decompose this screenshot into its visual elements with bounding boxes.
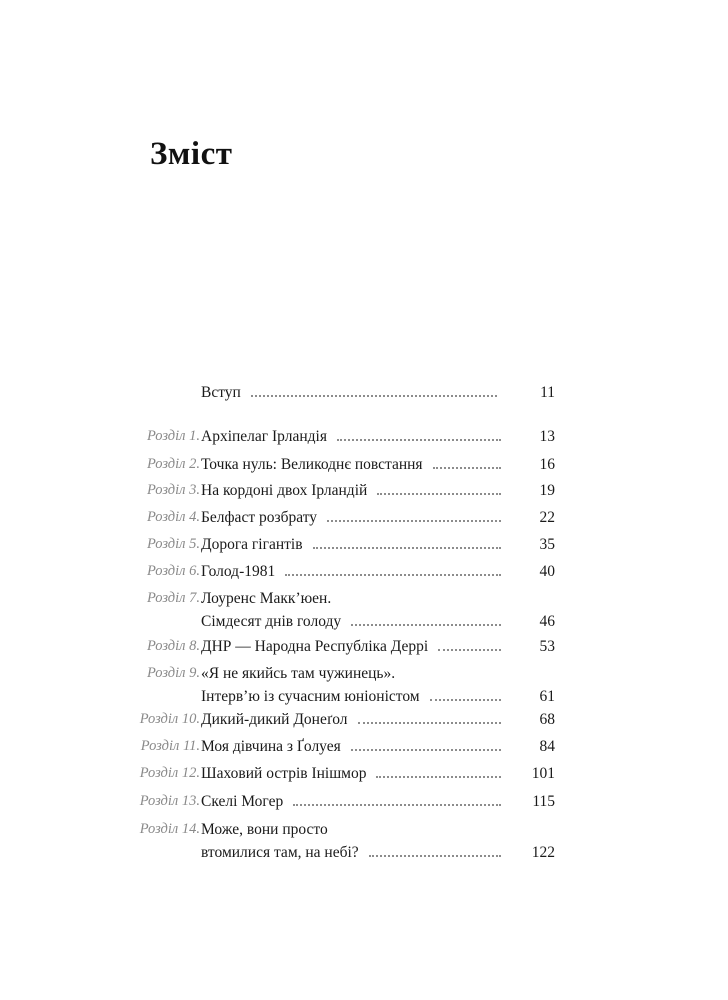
entry-title: Дорога гігантів bbox=[201, 536, 303, 553]
entry-title: Може, вони просто bbox=[201, 821, 328, 838]
page-number: 68 bbox=[539, 711, 555, 728]
entry-title-line-first bbox=[201, 665, 555, 683]
chapter-label: Розділ 13. bbox=[139, 793, 200, 809]
entry-title: Голод-1981 bbox=[201, 563, 276, 580]
page-number: 22 bbox=[539, 509, 555, 526]
dot-leader bbox=[358, 722, 501, 724]
chapter-label: Розділ 14. bbox=[139, 821, 200, 837]
dot-leader bbox=[377, 493, 501, 495]
dot-leader bbox=[369, 855, 501, 857]
page-number: 35 bbox=[539, 536, 555, 553]
entry-title: «Я не якийсь там чужинець». bbox=[201, 665, 396, 682]
dot-leader bbox=[327, 520, 501, 522]
entry-title: Вступ bbox=[201, 384, 241, 401]
page-number: 40 bbox=[539, 563, 555, 580]
page-number: 13 bbox=[539, 428, 555, 445]
entry-title-line bbox=[201, 384, 501, 402]
chapter-label: Розділ 10. bbox=[139, 711, 200, 727]
entry-title-line bbox=[201, 688, 501, 706]
page-number: 16 bbox=[539, 456, 555, 473]
page-number: 61 bbox=[539, 688, 555, 705]
page-number: 84 bbox=[539, 738, 555, 755]
entry-title: Моя дівчина з Ґолуея bbox=[201, 738, 341, 755]
chapter-label: Розділ 6. bbox=[146, 563, 200, 579]
page-number: 11 bbox=[540, 384, 555, 401]
page-number: 46 bbox=[539, 613, 555, 630]
dot-leader bbox=[337, 439, 501, 441]
entry-title: Дикий-дикий Донеґол bbox=[201, 711, 348, 728]
entry-title-line bbox=[201, 638, 501, 656]
page-number: 19 bbox=[539, 482, 555, 499]
entry-title-line bbox=[201, 563, 501, 581]
chapter-label: Розділ 12. bbox=[139, 765, 200, 781]
page-number: 101 bbox=[531, 765, 555, 782]
dot-leader bbox=[251, 395, 497, 397]
entry-title: втомилися там, на небі? bbox=[201, 844, 359, 861]
page-number: 122 bbox=[531, 844, 555, 861]
entry-title-line bbox=[201, 428, 501, 446]
dot-leader bbox=[285, 574, 501, 576]
dot-leader bbox=[293, 804, 501, 806]
entry-title-line bbox=[201, 793, 501, 811]
entry-title-line bbox=[201, 738, 501, 756]
entry-title-line bbox=[201, 509, 501, 527]
entry-title-line-first bbox=[201, 590, 555, 608]
entry-title: Скелі Могер bbox=[201, 793, 284, 810]
entry-title: На кордоні двох Ірландій bbox=[201, 482, 368, 499]
chapter-label: Розділ 9. bbox=[146, 665, 200, 681]
dot-leader bbox=[376, 776, 501, 778]
dot-leader bbox=[351, 749, 501, 751]
chapter-label: Розділ 1. bbox=[146, 428, 200, 444]
entry-title-line-first bbox=[201, 821, 555, 839]
chapter-label: Розділ 4. bbox=[146, 509, 200, 525]
entry-title-line bbox=[201, 711, 501, 729]
chapter-label: Розділ 5. bbox=[146, 536, 200, 552]
page-title: Зміст bbox=[150, 136, 233, 172]
dot-leader bbox=[313, 547, 501, 549]
chapter-label: Розділ 2. bbox=[146, 456, 200, 472]
page-number: 115 bbox=[532, 793, 555, 810]
page-number: 53 bbox=[539, 638, 555, 655]
entry-title: ДНР — Народна Республіка Деррі bbox=[201, 638, 429, 655]
dot-leader bbox=[438, 649, 501, 651]
dot-leader bbox=[433, 467, 501, 469]
entry-title: Лоуренс Макк’юен. bbox=[201, 590, 332, 607]
entry-title-line bbox=[201, 844, 501, 862]
dot-leader bbox=[430, 699, 501, 701]
entry-title: Сімдесят днів голоду bbox=[201, 613, 342, 630]
chapter-label: Розділ 11. bbox=[140, 738, 200, 754]
entry-title: Інтерв’ю із сучасним юніоністом bbox=[201, 688, 420, 705]
entry-title: Архіпелаг Ірландія bbox=[201, 428, 327, 445]
entry-title-line bbox=[201, 482, 501, 500]
dot-leader bbox=[351, 624, 501, 626]
entry-title: Точка нуль: Великоднє повстання bbox=[201, 456, 423, 473]
chapter-label: Розділ 3. bbox=[146, 482, 200, 498]
entry-title: Шаховий острів Інішмор bbox=[201, 765, 367, 782]
chapter-label: Розділ 7. bbox=[146, 590, 200, 606]
chapter-label: Розділ 8. bbox=[146, 638, 200, 654]
entry-title-line bbox=[201, 536, 501, 554]
entry-title: Белфаст розбрату bbox=[201, 509, 318, 526]
entry-title-line bbox=[201, 613, 501, 631]
entry-title-line bbox=[201, 456, 501, 474]
entry-title-line bbox=[201, 765, 501, 783]
